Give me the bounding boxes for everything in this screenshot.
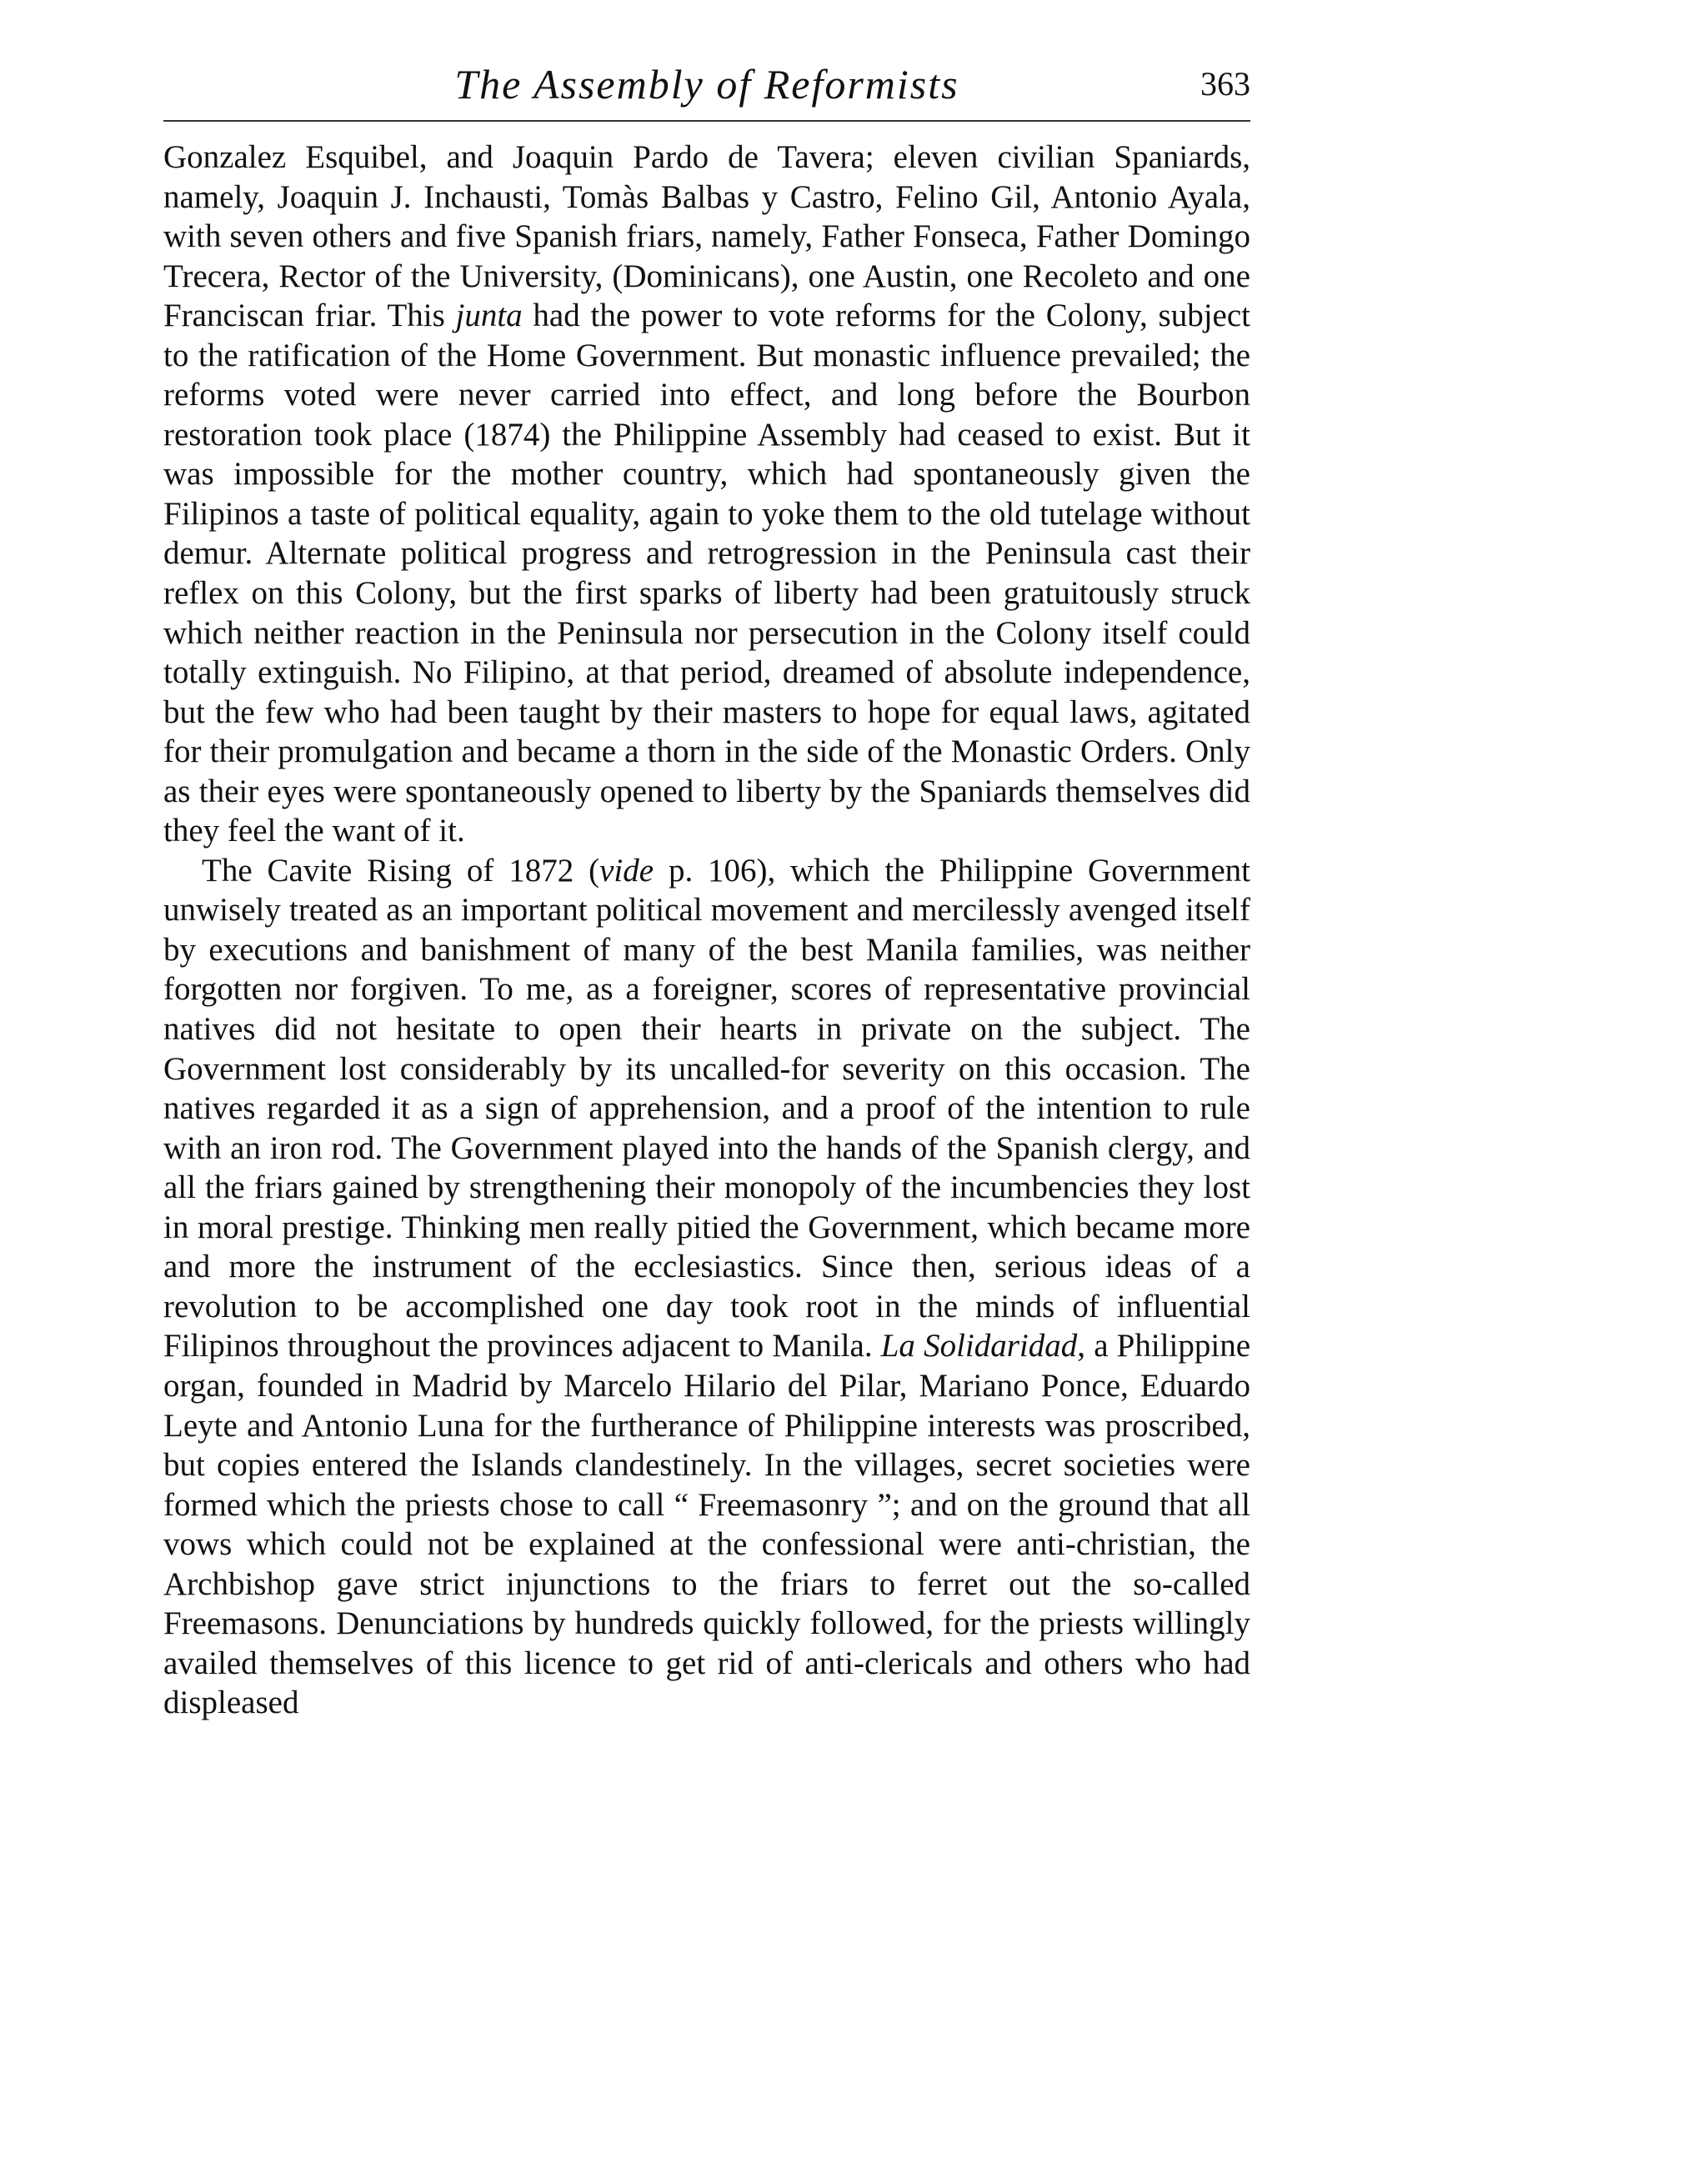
paragraph-2-text-2: p. 106), which the Philippine Government unwisely treated as an important political movement and mercilessly avenged itself by executions and banishment of many of the best Manila families, was neither forgotten nor forgiven. To me, as a foreigner, scores of representative provincial natives did not hesitate to open their hearts in private on the subject. The Government lost considerably by its uncalled-for severity on this occasion. The natives regarded it as a sign of apprehension, and a proof of the intention to rule with an iron rod. The Government played into the hands of the Spanish clergy, and all the friars gained by strengthening their monopoly of the incumbencies they lost in moral prestige. Thinking men really pitied the Government, which became more and more the instrument of the ecclesiastics. Since then, serious ideas of a revolution to be accomplished one day took root in the minds of influential Filipinos throughout the provinces adjacent to Manila. (163, 852, 1250, 1364)
running-head (163, 55, 1250, 113)
paragraph-1-text-1: Gonzalez Esquibel, and Joaquin Pardo de Tavera; eleven civilian Spaniards, namely, Joaquin J. Inchausti, Tomàs Balbas y Castro, Felino Gil, Antonio Ayala, with seven others and five Spanish friars, namely, Father Fonseca, Father Domingo Trecera, Rector of the University, (Dominicans), one Austin, one Recoleto and one Franciscan friar. This (163, 139, 1250, 334)
body-text (163, 138, 1250, 1723)
paragraph-2 (163, 851, 1250, 1723)
paragraph-2-italic-la-solidaridad: La Solidaridad (880, 1328, 1078, 1364)
paragraph-1-italic-junta: junta (455, 298, 523, 334)
page-number: 363 (1200, 65, 1250, 103)
paragraph-2-italic-vide: vide (599, 852, 654, 889)
header-rule (163, 120, 1250, 122)
paragraph-1-text-2: had the power to vote reforms for the Colony, subject to the ratification of the Home Government. But monastic influence prevailed; the reforms voted were never carried into effect, and long before the Bourbon restoration took place (1874) the Philippine Assembly had ceased to exist. But it was impossible for the mother country, which had spontaneously given the Filipinos a taste of political equality, again to yoke them to the old tutelage without demur. Alternate political progress and retrogression in the Peninsula cast their reflex on this Colony, but the first sparks of liberty had been gratuitously struck which neither reaction in the Peninsula nor persecution in the Colony itself could totally extinguish. No Filipino, at that period, dreamed of absolute independence, but the few who had been taught by their masters to hope for equal laws, agitated for their promulgation and became a thorn in the side of the Monastic Orders. Only as their eyes were spontaneously opened to liberty by the Spaniards themselves did they feel the want of it. (163, 298, 1250, 849)
paragraph-1 (163, 138, 1250, 851)
paragraph-2-text-1: The Cavite Rising of 1872 ( (202, 852, 600, 889)
running-title: The Assembly of Reformists (454, 61, 959, 108)
paragraph-2-text-3: , a Philippine organ, founded in Madrid by Marcelo Hilario del Pilar, Mariano Ponce, Eduardo Leyte and Antonio Luna for the furtherance of Philippine interests was proscribed, but copies entered the Islands clandestinely. In the villages, secret societies were formed which the priests chose to call “ Freemasonry ”; and on the ground that all vows which could not be explained at the confessional were anti-christian, the Archbishop gave strict injunctions to the friars to ferret out the so-called Freemasons. Denunciations by hundreds quickly followed, for the priests willingly availed themselves of this licence to get rid of anti-clericals and others who had displeased (163, 1328, 1251, 1721)
